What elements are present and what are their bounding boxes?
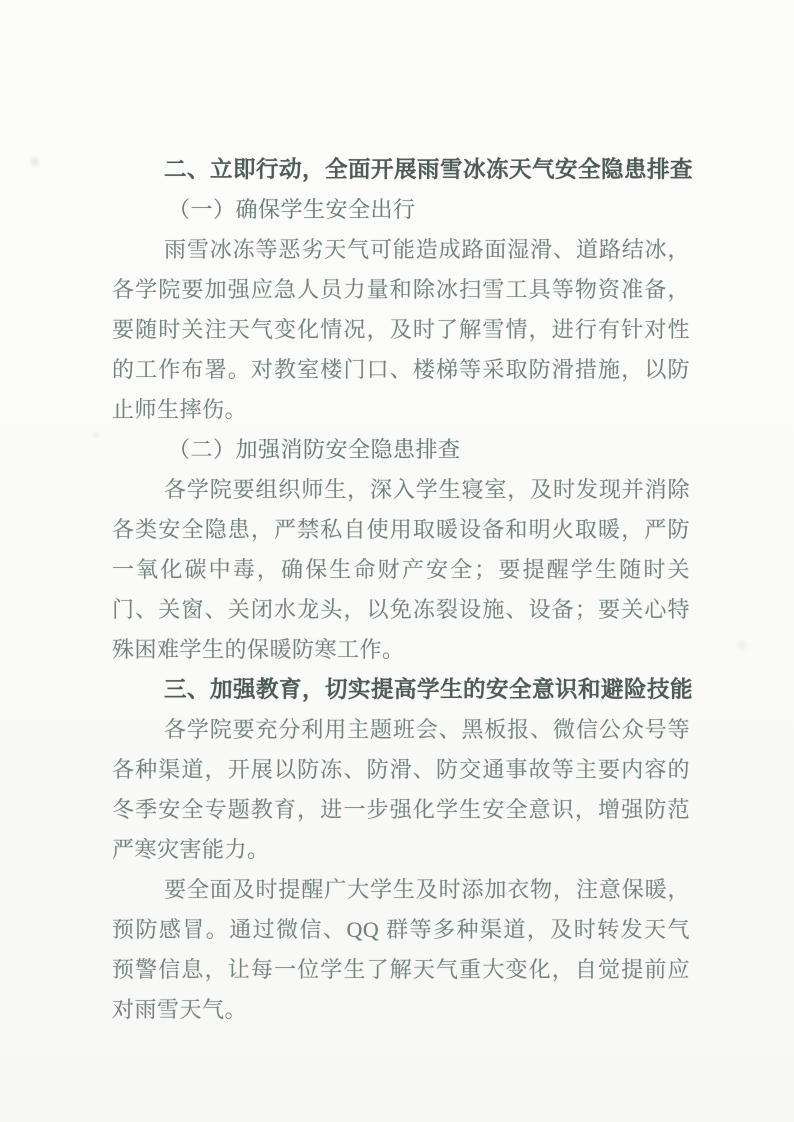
section-subheading-1: （一）确保学生安全出行 xyxy=(168,197,416,222)
section-subheading-3: （二）加强消防安全隐患排查 xyxy=(168,437,461,462)
section-paragraph-2: 雨雪冰冻等恶劣天气可能造成路面湿滑、道路结冰，各学院要加强应急人员力量和除冰扫雪工具等物资准备，要随时关注天气变化情况，及时了解雪情，进行有针对性的工作布署。对教室楼门口、楼梯等采取防滑措施，以防止师生摔伤。 xyxy=(112,237,690,422)
section-paragraph-6: 各学院要充分利用主题班会、黑板报、微信公众号等各种渠道，开展以防冻、防滑、防交通事故等主要内容的冬季安全专题教育，进一步强化学生安全意识，增强防范严寒灾害能力。 xyxy=(112,717,690,862)
section-heading-0: 二、立即行动，全面开展雨雪冰冻天气安全隐患排查 xyxy=(164,157,694,182)
section-paragraph-7: 要全面及时提醒广大学生及时添加衣物，注意保暖，预防感冒。通过微信、QQ 群等多种渠道，及时转发天气预警信息，让每一位学生了解天气重大变化，自觉提前应对雨雪天气。 xyxy=(112,877,690,1022)
section-paragraph-4: 各学院要组织师生，深入学生寝室，及时发现并消除各类安全隐患，严禁私自使用取暖设备和明火取暖，严防一氧化碳中毒，确保生命财产安全；要提醒学生随时关门、关窗、关闭水龙头，以免冻裂设施、设备；要关心特殊困难学生的保暖防寒工作。 xyxy=(112,477,690,662)
section-heading-5: 三、加强教育，切实提高学生的安全意识和避险技能 xyxy=(164,677,694,702)
document-body xyxy=(112,150,694,1030)
